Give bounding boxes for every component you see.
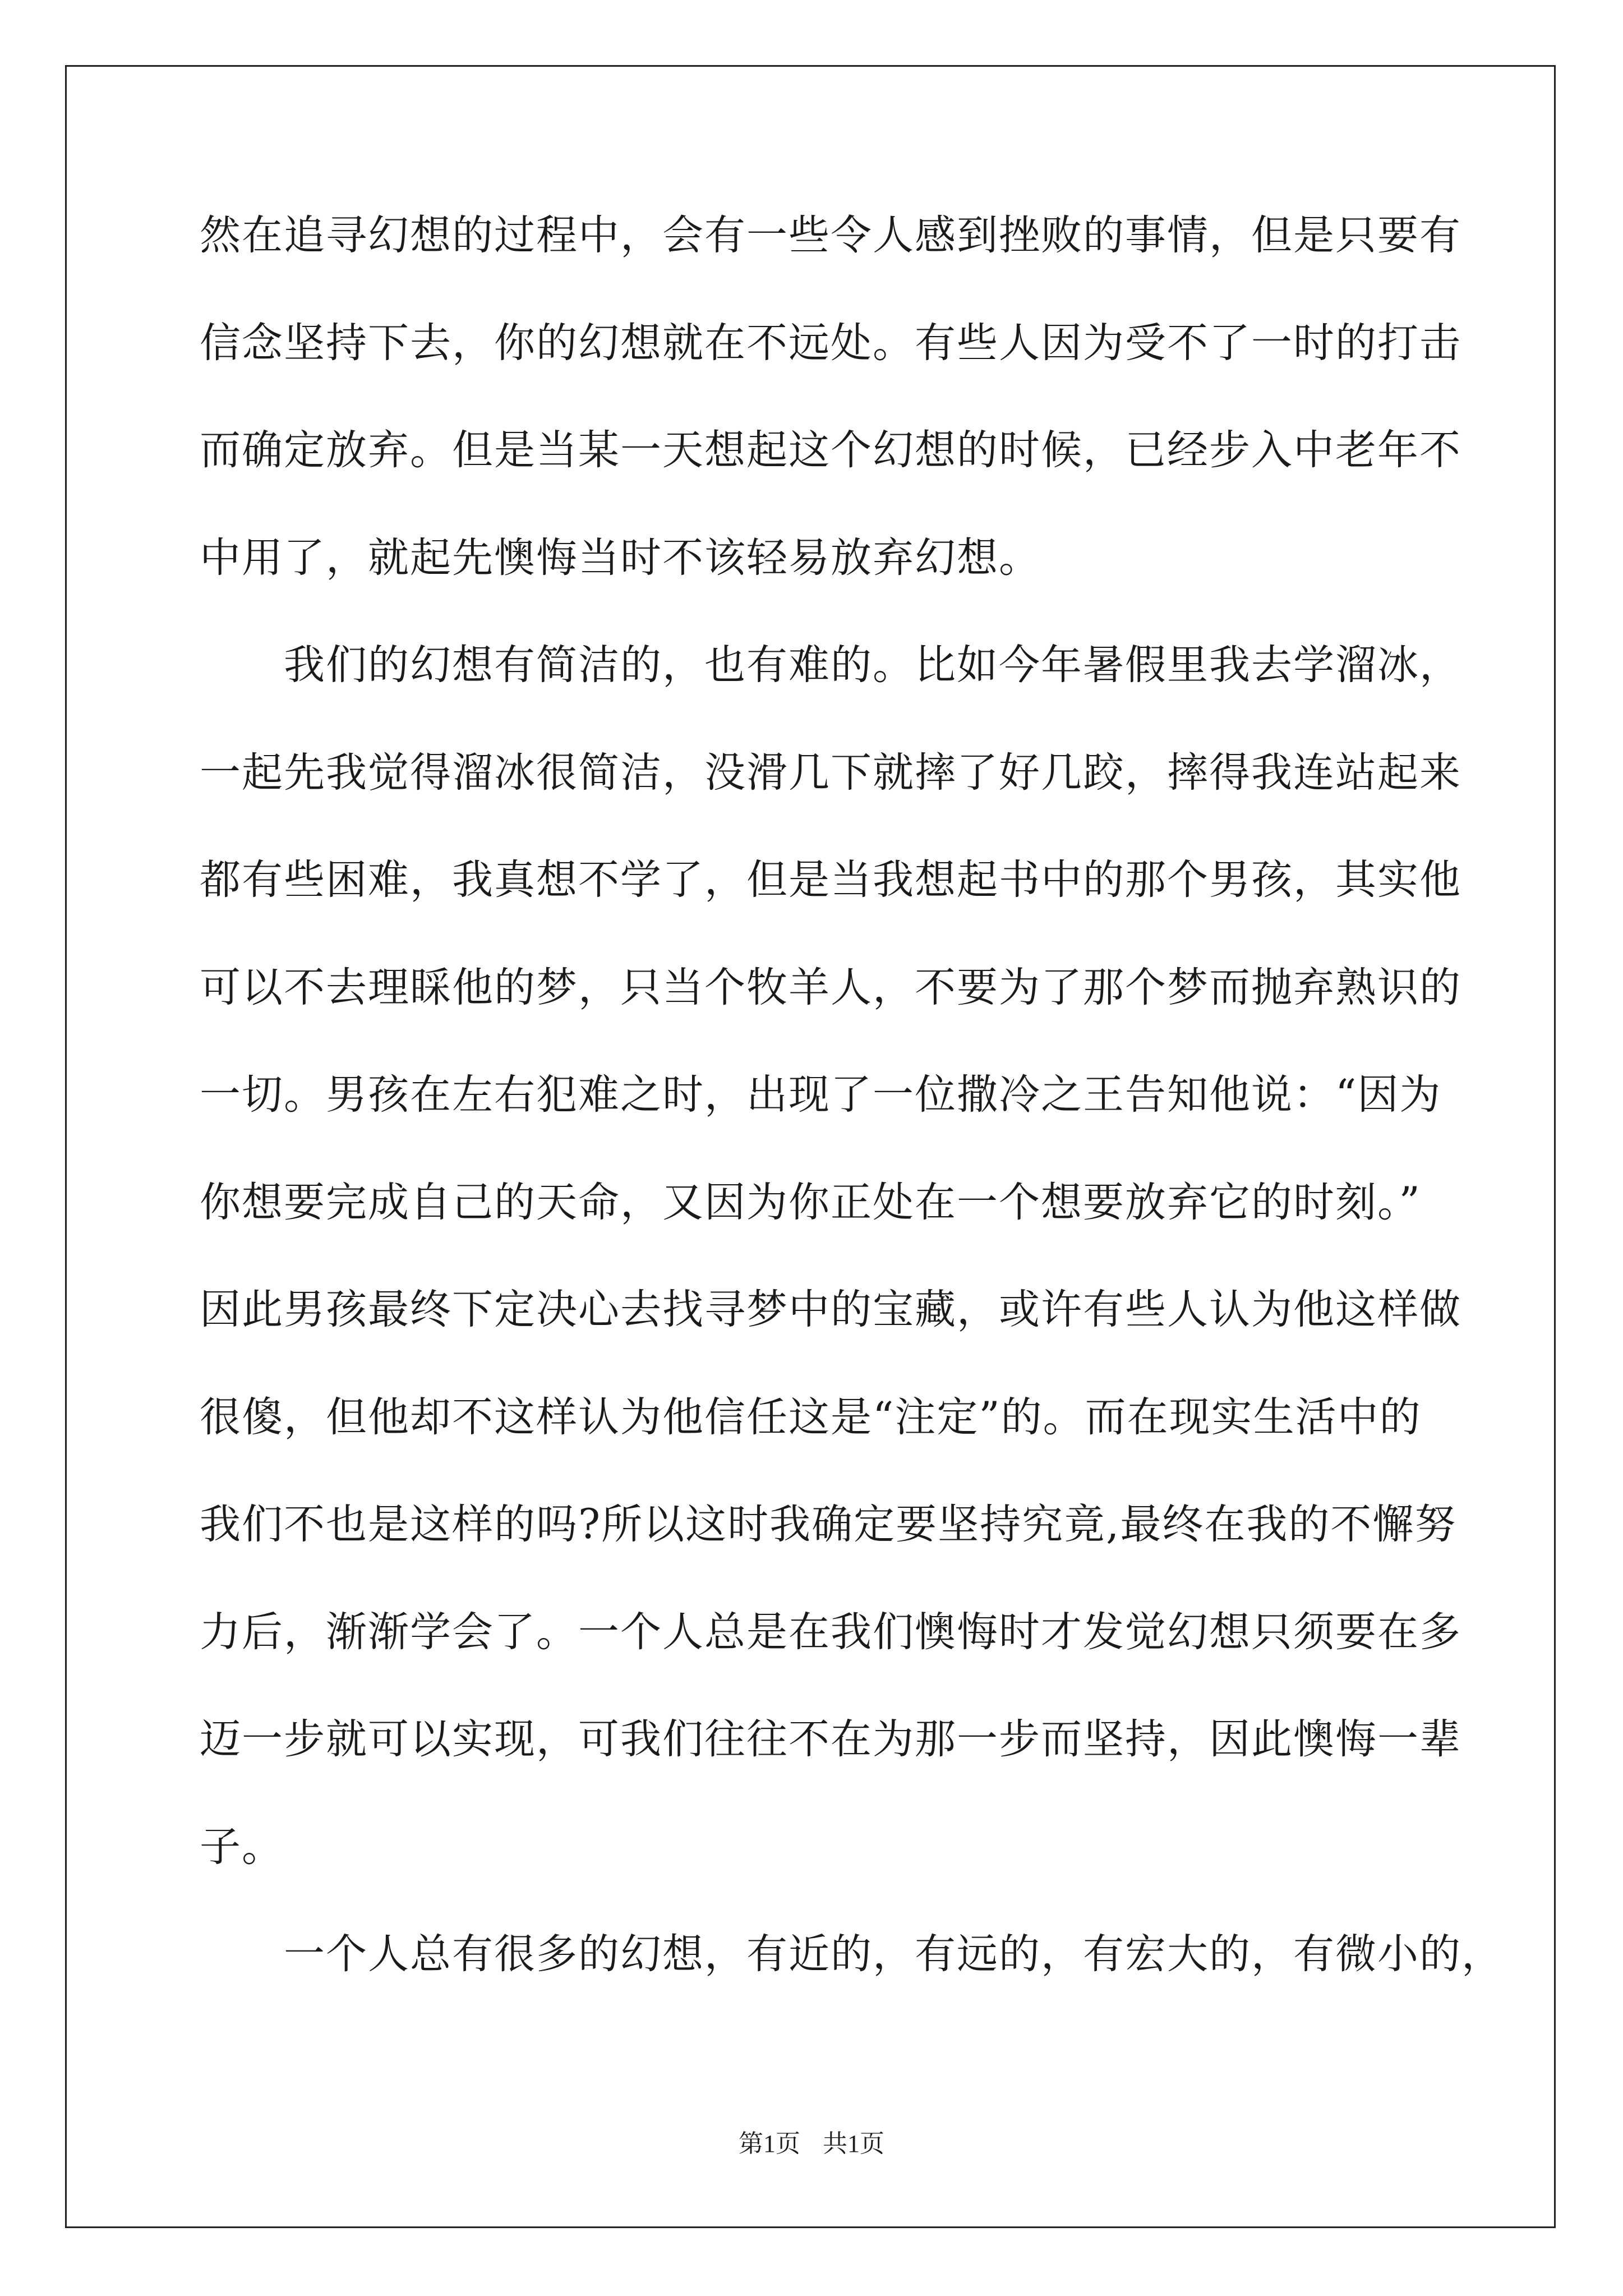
text-line: 很傻，但他却不这样认为他信任这是“注定”的。而在现实生活中的 — [200, 1393, 1422, 1441]
body-text — [200, 211, 1504, 2040]
text-line: 你想要完成自己的天命，又因为你正处在一个想要放弃它的时刻。” — [200, 1178, 1421, 1226]
text-line: 一切。男孩在左右犯难之时，出现了一位撒冷之王告知他说：“因为 — [200, 1071, 1442, 1119]
text-line: 我们不也是这样的吗?所以这时我确定要坚持究竟,最终在我的不懈努 — [200, 1501, 1457, 1548]
text-line: 而确定放弃。但是当某一天想起这个幻想的时候，已经步入中老年不 — [200, 426, 1461, 474]
text-line: 然在追寻幻想的过程中，会有一些令人感到挫败的事情，但是只要有 — [200, 211, 1461, 259]
text-line: 一个人总有很多的幻想，有近的，有远的，有宏大的，有微小的， — [200, 1930, 1504, 1978]
text-line: 力后，渐渐学会了。一个人总是在我们懊悔时才发觉幻想只须要在多 — [200, 1608, 1461, 1656]
page-number: 第1页 — [739, 2130, 800, 2157]
page-total: 共1页 — [823, 2130, 884, 2157]
text-line: 一起先我觉得溜冰很简洁，没滑几下就摔了好几跤，摔得我连站起来 — [200, 748, 1461, 797]
text-line: 我们的幻想有简洁的，也有难的。比如今年暑假里我去学溜冰， — [200, 641, 1461, 689]
text-line: 都有些困难，我真想不学了，但是当我想起书中的那个男孩，其实他 — [200, 856, 1461, 904]
text-line: 子。 — [200, 1823, 284, 1871]
text-line: 可以不去理睬他的梦，只当个牧羊人，不要为了那个梦而抛弃熟识的 — [200, 963, 1461, 1011]
text-line: 信念坚持下去，你的幻想就在不远处。有些人因为受不了一时的打击 — [200, 319, 1461, 367]
text-line: 因此男孩最终下定决心去找寻梦中的宝藏，或许有些人认为他这样做 — [200, 1286, 1461, 1333]
page-footer — [0, 2127, 1623, 2161]
text-line: 中用了，就起先懊悔当时不该轻易放弃幻想。 — [200, 533, 1041, 582]
text-line: 迈一步就可以实现，可我们往往不在为那一步而坚持，因此懊悔一辈 — [200, 1715, 1461, 1763]
